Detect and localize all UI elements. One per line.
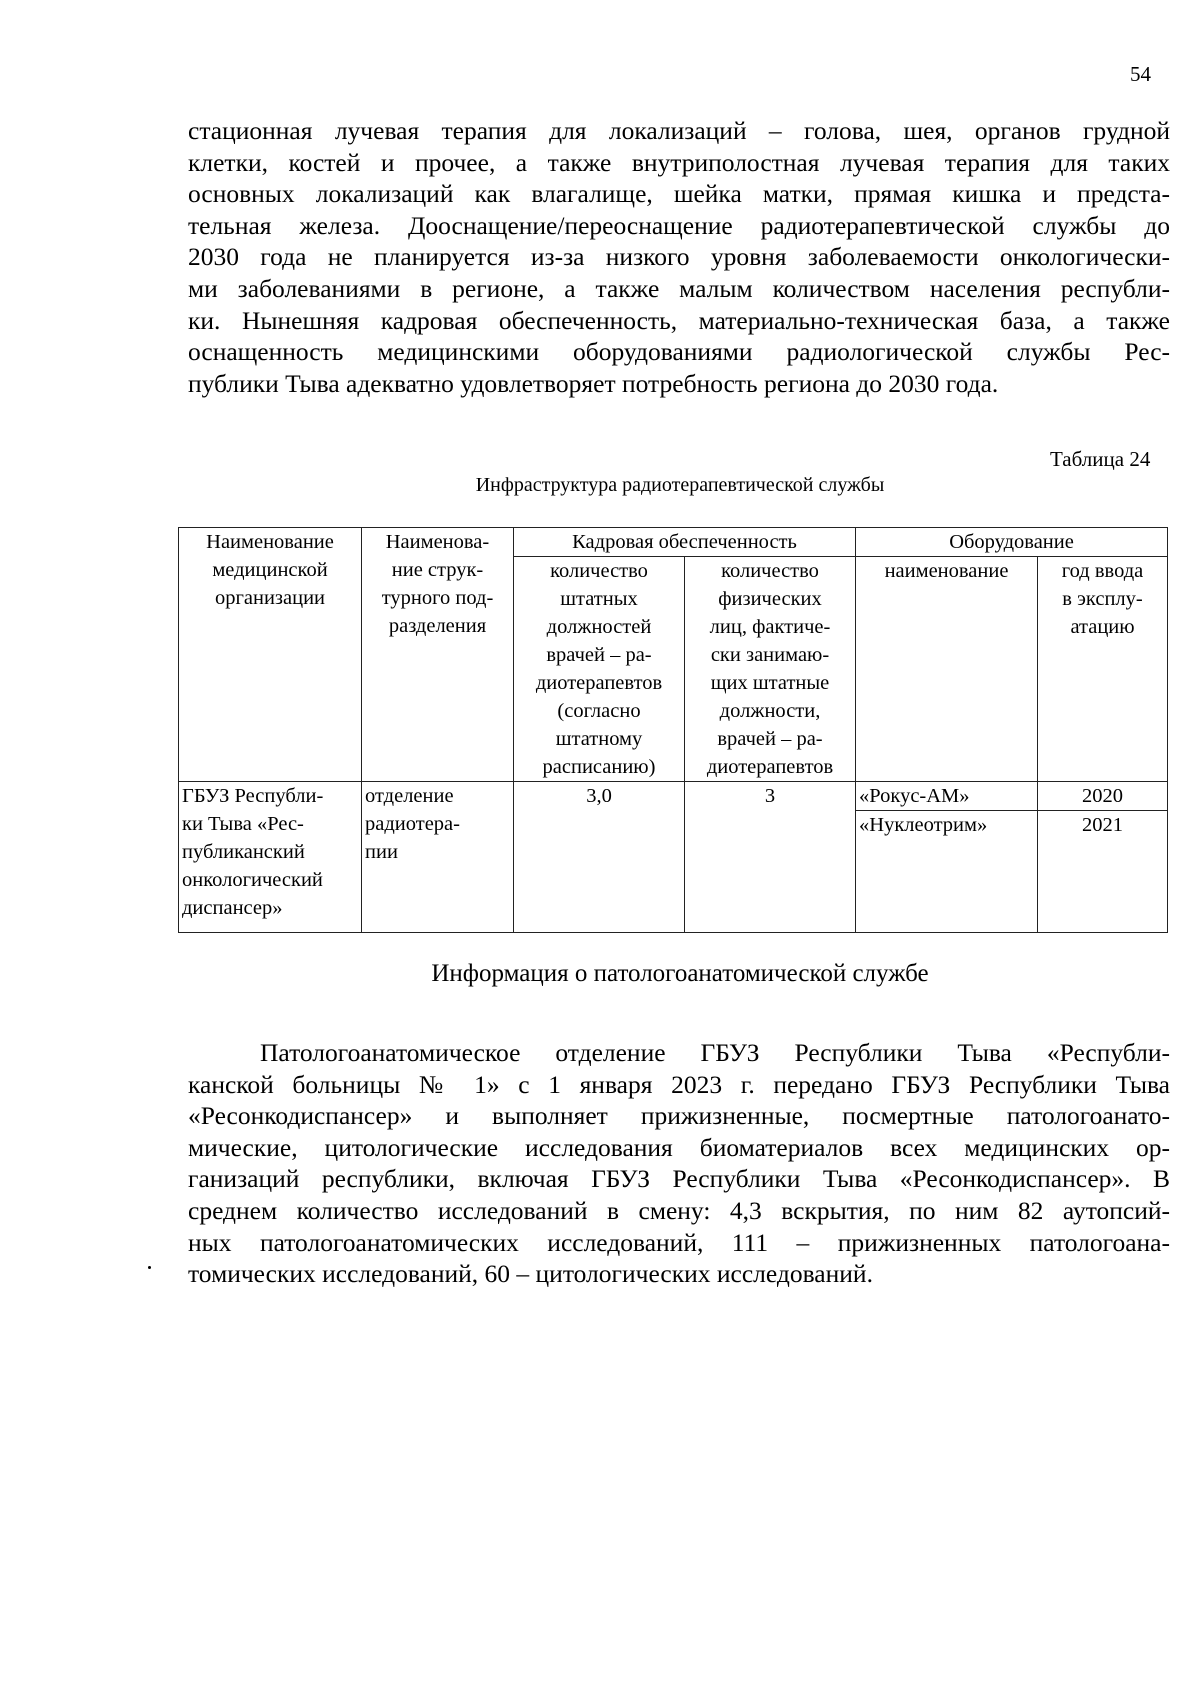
table-caption: Инфраструктура радиотерапевтической службы [475, 474, 885, 496]
paragraph-line: 2030 года не планируется из-за низкого уровня заболеваемости онкологически- [188, 242, 1170, 272]
pathology-paragraph [188, 1037, 1170, 1290]
header-staff-persons: количество физических лиц, фактиче- ски занимаю- щих штатные должности, врачей – ра- диотерапевтов [685, 557, 856, 782]
row-unit: отделение радиотера- пии [362, 782, 514, 933]
paragraph-line: клетки, костей и прочее, а также внутриполостная лучевая терапия для таких [188, 147, 1170, 177]
row-staff-persons: 3 [685, 782, 856, 933]
row-commission-year: 2021 [1038, 811, 1168, 933]
paragraph-line: канской больницы № 1» с 1 января 2023 г. передано ГБУЗ Республики Тыва [188, 1069, 1170, 1099]
paragraph-line: мические, цитологические исследования биоматериалов всех медицинских ор- [188, 1132, 1170, 1162]
paragraph-line: томических исследований, 60 – цитологических исследований. [188, 1259, 873, 1289]
table-label: Таблица 24 [1050, 447, 1151, 471]
header-commission-year: год ввода в эксплу- атацию [1038, 557, 1168, 782]
row-equipment-name: «Нуклеотрим» [856, 811, 1038, 933]
header-equipment-group: Оборудование [856, 528, 1168, 557]
paragraph-line: «Ресонкодиспансер» и выполняет прижизненные, посмертные патологоанато- [188, 1101, 1170, 1131]
intro-paragraph [188, 115, 1170, 399]
header-org-name: Наименование медицинской организации [179, 528, 362, 782]
header-unit-name: Наименова- ние струк- турного под- разделения [362, 528, 514, 782]
paragraph-line: ных патологоанатомических исследований, 111 – прижизненных патологоана- [188, 1227, 1170, 1257]
paragraph-line: ки. Нынешняя кадровая обеспеченность, материально-техническая база, а также [188, 305, 1170, 335]
paragraph-line: тельная железа. Дооснащение/переоснащение радиотерапевтической службы до [188, 210, 1170, 240]
row-staff-positions: 3,0 [514, 782, 685, 933]
table-row [179, 782, 1168, 811]
section-title: Информация о патологоанатомической службе [431, 960, 929, 987]
paragraph-line: Патологоанатомическое отделение ГБУЗ Республики Тыва «Республи- [260, 1038, 1170, 1067]
header-equipment-name: наименование [856, 557, 1038, 782]
page-number: 54 [1130, 62, 1151, 86]
paragraph-line: стационная лучевая терапия для локализаций – голова, шея, органов грудной [188, 116, 1170, 145]
paragraph-line: оснащенность медицинскими оборудованиями радиологической службы Рес- [188, 337, 1170, 367]
header-staff-positions: количество штатных должностей врачей – ра- диотерапевтов (согласно штатному расписанию) [514, 557, 685, 782]
paragraph-line: среднем количество исследований в смену: 4,3 вскрытия, по ним 82 аутопсий- [188, 1195, 1170, 1225]
paragraph-line: основных локализаций как влагалище, шейка матки, прямая кишка и предста- [188, 179, 1170, 209]
scan-speck [148, 1266, 151, 1269]
infrastructure-table [178, 527, 1168, 933]
row-org: ГБУЗ Республи- ки Тыва «Рес- публиканский онкологический диспансер» [179, 782, 362, 933]
row-equipment-name: «Рокус-АМ» [856, 782, 1038, 811]
row-commission-year: 2020 [1038, 782, 1168, 811]
paragraph-line: публики Тыва адекватно удовлетворяет потребность региона до 2030 года. [188, 368, 999, 398]
header-staffing-group: Кадровая обеспеченность [514, 528, 856, 557]
paragraph-line: ми заболеваниями в регионе, а также малым количеством населения республи- [188, 273, 1170, 303]
paragraph-line: ганизаций республики, включая ГБУЗ Республики Тыва «Ресонкодиспансер». В [188, 1164, 1170, 1194]
